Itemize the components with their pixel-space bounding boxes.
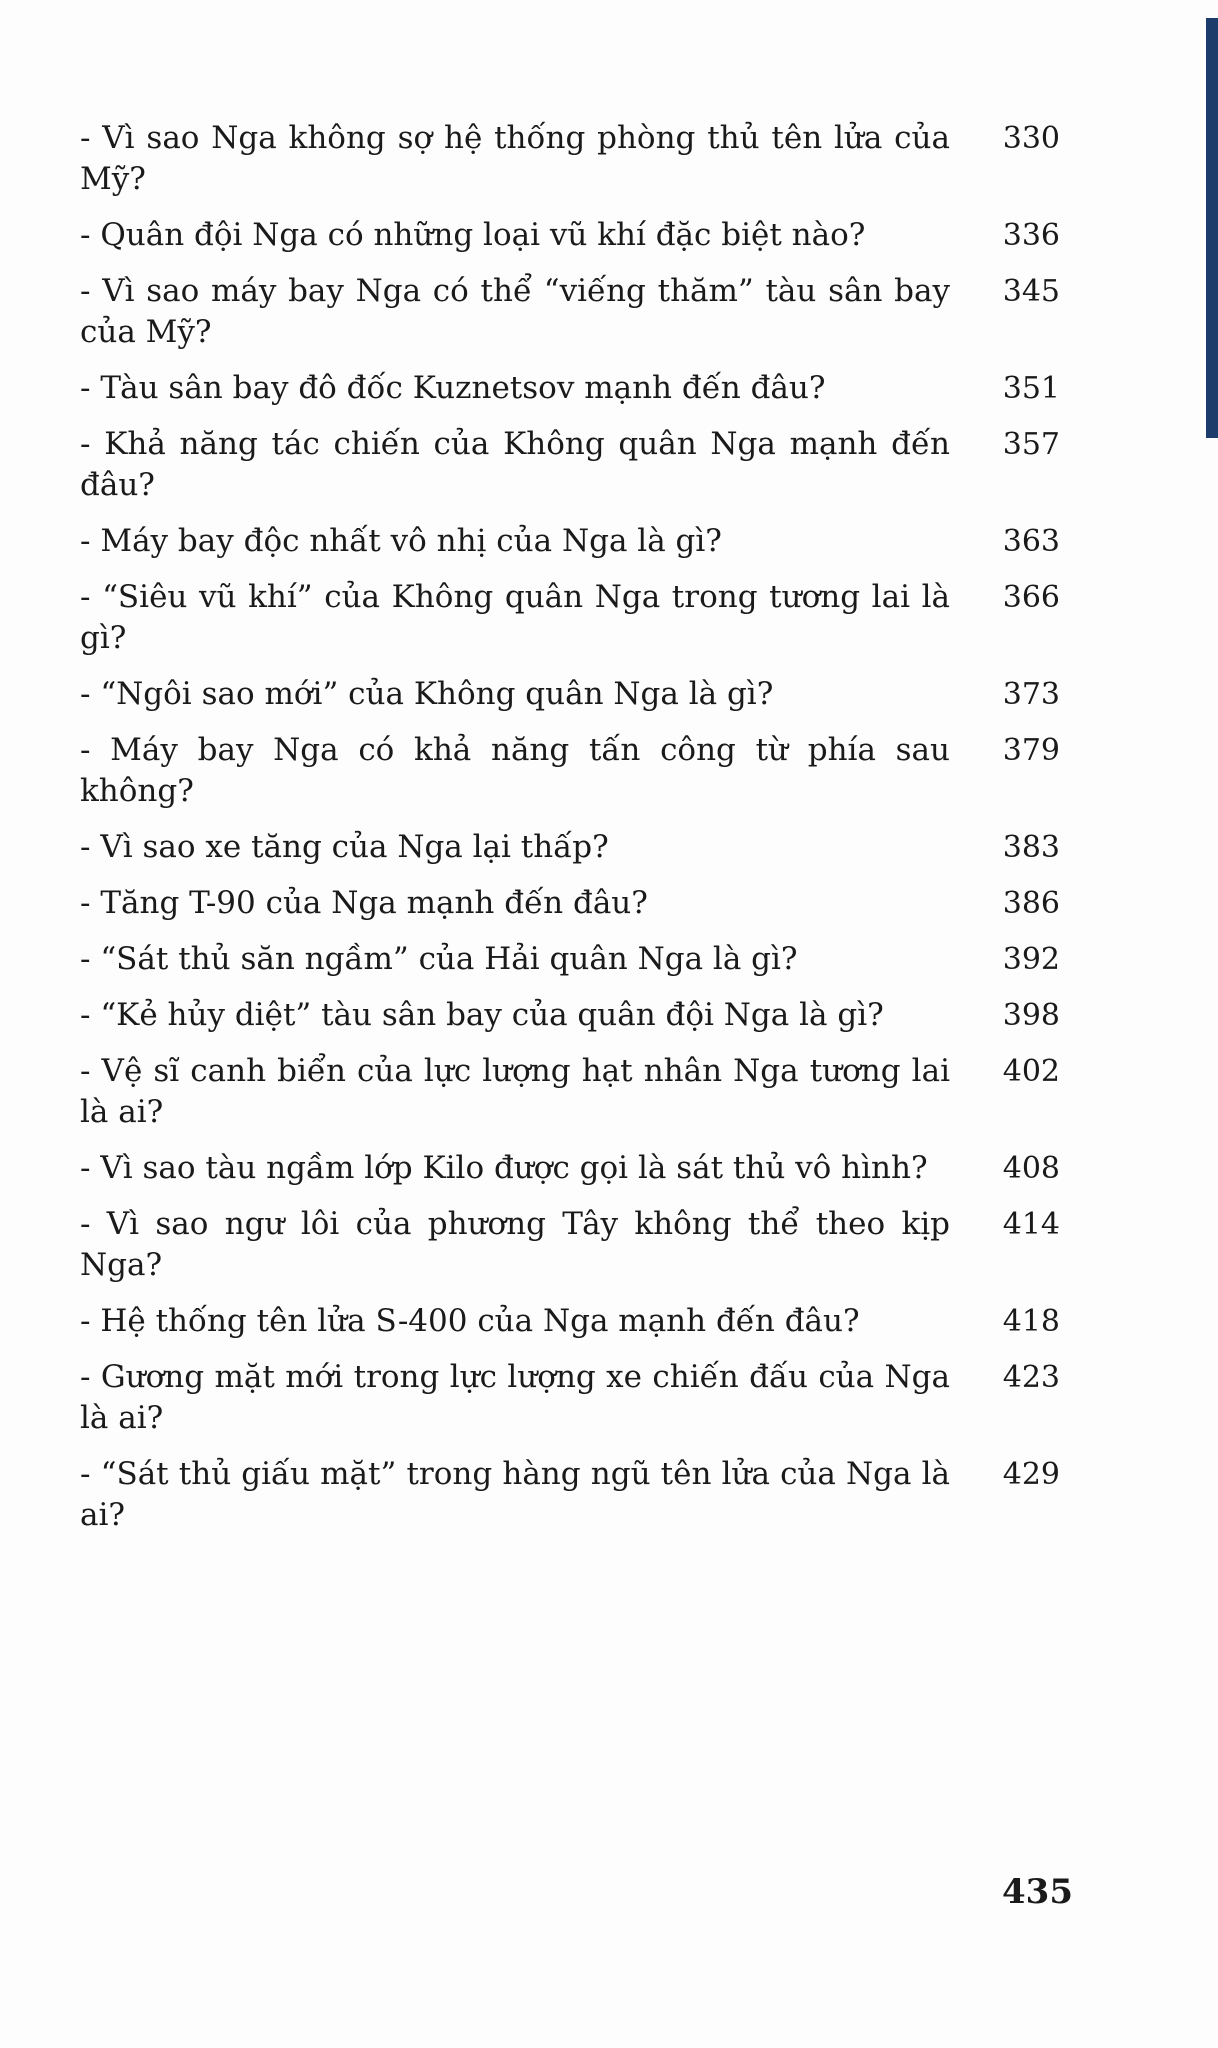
- toc-entry-title: - Vì sao máy bay Nga có thể “viếng thăm” tàu sân bay của Mỹ?: [80, 273, 950, 350]
- toc-entry-page: 336: [1002, 218, 1060, 253]
- toc-entry-title: - “Ngôi sao mới” của Không quân Nga là gì?: [80, 676, 774, 712]
- toc-entry-page: 402: [1002, 1054, 1060, 1089]
- toc-entry-page: 351: [1002, 371, 1060, 406]
- toc-entry: [80, 271, 1060, 353]
- toc-entry-page: 366: [1002, 580, 1060, 615]
- toc-entry-page: 386: [1002, 886, 1060, 921]
- toc-entry-title: - Vì sao ngư lôi của phương Tây không thể theo kịp Nga?: [80, 1206, 950, 1283]
- toc-entry: [80, 674, 1060, 715]
- toc-entry-page: 345: [1002, 274, 1060, 309]
- toc-entry-title: - Tàu sân bay đô đốc Kuznetsov mạnh đến đâu?: [80, 370, 826, 406]
- toc-entry-title: - Hệ thống tên lửa S-400 của Nga mạnh đến đâu?: [80, 1303, 860, 1339]
- toc-entry-title: - Vì sao Nga không sợ hệ thống phòng thủ tên lửa của Mỹ?: [80, 120, 950, 197]
- toc-entry: [80, 1051, 1060, 1133]
- toc-entry-title: - “Sát thủ săn ngầm” của Hải quân Nga là gì?: [80, 941, 798, 977]
- toc-entry-page: 373: [1002, 677, 1060, 712]
- toc-entry-title: - Vệ sĩ canh biển của lực lượng hạt nhân Nga tương lai là ai?: [80, 1053, 950, 1130]
- toc-entry-page: 363: [1002, 524, 1060, 559]
- toc-entry-page: 330: [1002, 121, 1060, 156]
- toc-entry-page: 392: [1002, 942, 1060, 977]
- toc-entry-page: 398: [1002, 998, 1060, 1033]
- toc-entry-title: - “Sát thủ giấu mặt” trong hàng ngũ tên lửa của Nga là ai?: [80, 1456, 950, 1533]
- toc-entry-page: 408: [1002, 1151, 1060, 1186]
- toc-entry-page: 418: [1002, 1304, 1060, 1339]
- toc-entry: [80, 939, 1060, 980]
- toc-entry: [80, 215, 1060, 256]
- toc-entry: [80, 577, 1060, 659]
- page-number: 435: [1002, 1872, 1073, 1912]
- toc-entry-title: - “Siêu vũ khí” của Không quân Nga trong tương lai là gì?: [80, 579, 950, 656]
- toc-entry-title: - Quân đội Nga có những loại vũ khí đặc biệt nào?: [80, 217, 866, 253]
- toc-entry-title: - Khả năng tác chiến của Không quân Nga mạnh đến đâu?: [80, 426, 950, 503]
- toc-entry: [80, 995, 1060, 1036]
- toc-entry-page: 383: [1002, 830, 1060, 865]
- toc-entry: [80, 1148, 1060, 1189]
- toc-entry-page: 379: [1002, 733, 1060, 768]
- toc-entry: [80, 368, 1060, 409]
- toc-entry: [80, 827, 1060, 868]
- toc-entry-title: - Máy bay Nga có khả năng tấn công từ phía sau không?: [80, 732, 950, 809]
- toc-entry-title: - Máy bay độc nhất vô nhị của Nga là gì?: [80, 523, 722, 559]
- table-of-contents: [80, 118, 1060, 1551]
- toc-entry-page: 357: [1002, 427, 1060, 462]
- toc-entry: [80, 1204, 1060, 1286]
- toc-entry-title: - Vì sao xe tăng của Nga lại thấp?: [80, 829, 609, 865]
- toc-entry-page: 423: [1002, 1360, 1060, 1395]
- toc-entry-title: - Tăng T-90 của Nga mạnh đến đâu?: [80, 885, 648, 921]
- toc-entry: [80, 521, 1060, 562]
- toc-entry: [80, 118, 1060, 200]
- toc-entry-title: - “Kẻ hủy diệt” tàu sân bay của quân đội Nga là gì?: [80, 997, 884, 1033]
- toc-entry-page: 414: [1002, 1207, 1060, 1242]
- toc-entry: [80, 730, 1060, 812]
- toc-entry: [80, 883, 1060, 924]
- toc-entry-title: - Gương mặt mới trong lực lượng xe chiến đấu của Nga là ai?: [80, 1359, 950, 1436]
- toc-entry: [80, 424, 1060, 506]
- toc-entry: [80, 1301, 1060, 1342]
- book-spine-edge: [1206, 18, 1218, 438]
- toc-entry: [80, 1357, 1060, 1439]
- toc-entry-page: 429: [1002, 1457, 1060, 1492]
- toc-entry-title: - Vì sao tàu ngầm lớp Kilo được gọi là sát thủ vô hình?: [80, 1150, 928, 1186]
- toc-entry: [80, 1454, 1060, 1536]
